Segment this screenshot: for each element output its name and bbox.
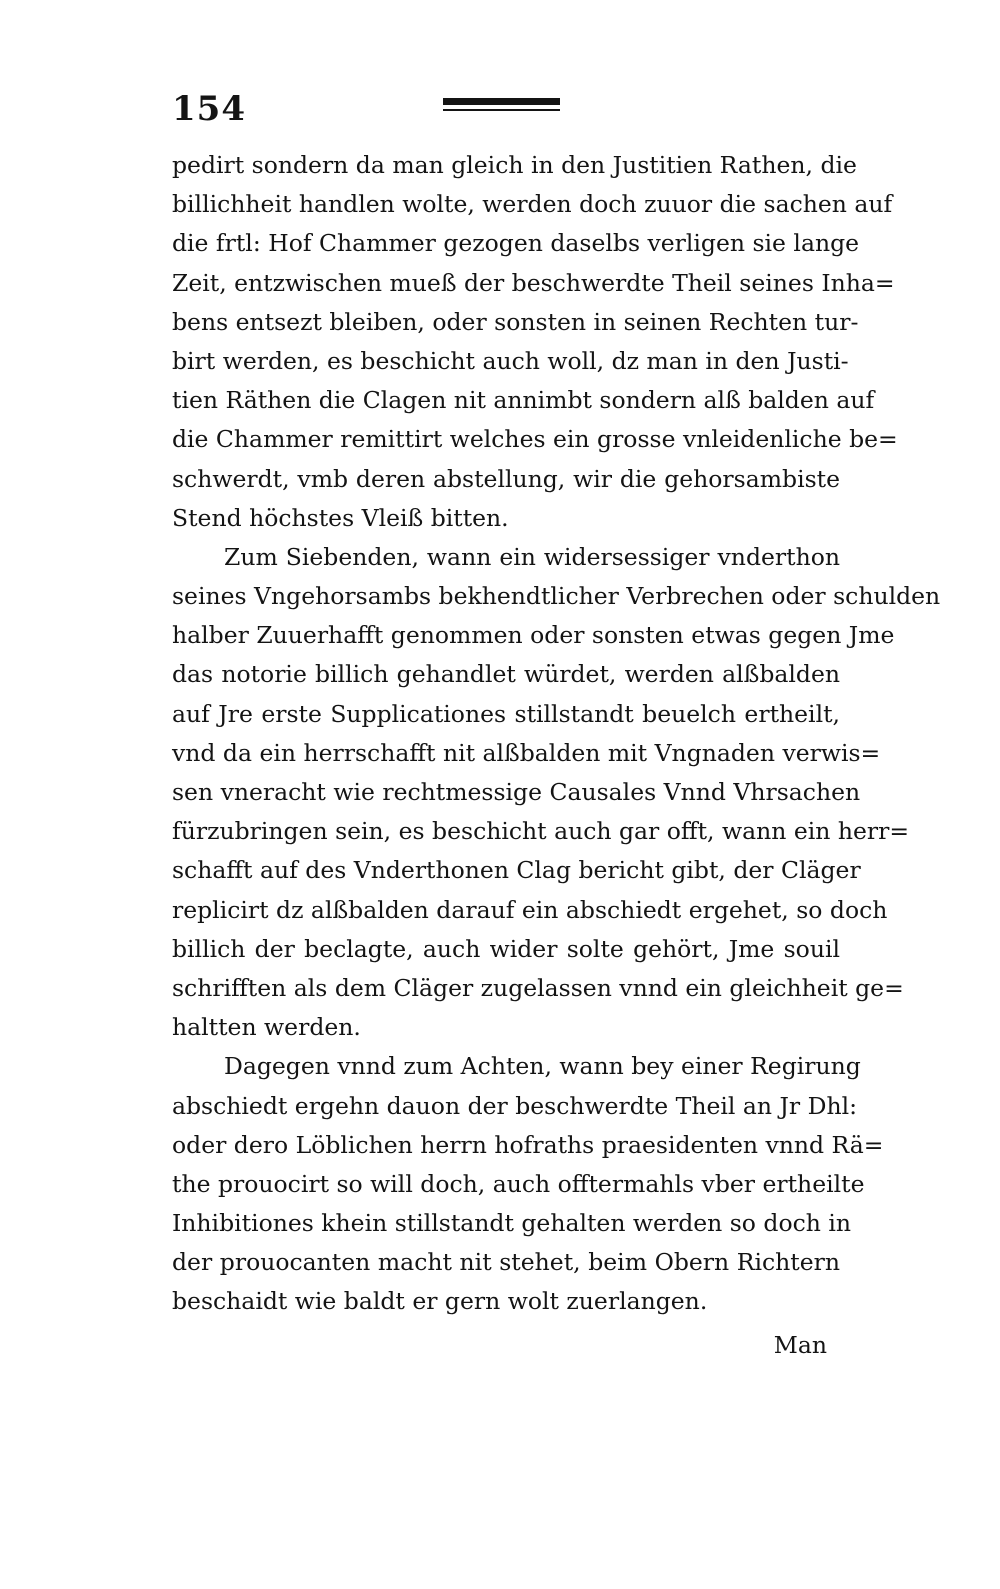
text-line: Dagegen vnnd zum Achten, wann bey einer Regirung bbox=[224, 1052, 861, 1081]
paragraph bbox=[172, 146, 898, 538]
text-line: Zeit, entzwischen mueß der beschwerdte Theil seines Inha= bbox=[172, 268, 895, 297]
text-line: das notorie billich gehandlet würdet, werden alßbalden bbox=[172, 660, 840, 689]
text-line: der prouocanten macht nit stehet, beim Obern Richtern bbox=[172, 1248, 840, 1277]
text-line: vnd da ein herrschafft nit alßbalden mit Vngnaden verwis= bbox=[172, 738, 881, 767]
text-line: billich der beclagte, auch wider solte gehört, Jme souil bbox=[172, 934, 840, 963]
text-line: Zum Siebenden, wann ein widersessiger vnderthon bbox=[224, 542, 840, 571]
text-line: abschiedt ergehn dauon der beschwerdte Theil an Jr Dhl: bbox=[172, 1091, 858, 1120]
text-line: die frtl: Hof Chammer gezogen daselbs verligen sie lange bbox=[172, 229, 860, 258]
text-line: beschaidt wie baldt er gern wolt zuerlangen. bbox=[172, 1287, 708, 1316]
text-line: bens entsezt bleiben, oder sonsten in seinen Rechten tur- bbox=[172, 307, 859, 336]
text-line: tien Räthen die Clagen nit annimbt sondern alß balden auf bbox=[172, 386, 875, 415]
text-line: seines Vngehorsambs bekhendtlicher Verbrechen oder schulden bbox=[172, 582, 941, 611]
text-line: schafft auf des Vnderthonen Clag bericht gibt, der Cläger bbox=[172, 856, 861, 885]
page-number: 154 bbox=[172, 89, 246, 129]
text-line: haltten werden. bbox=[172, 1013, 361, 1042]
text-line: die Chammer remittirt welches ein grosse vnleidenliche be= bbox=[172, 425, 898, 454]
catchword: Man bbox=[773, 1331, 827, 1359]
text-line: schwerdt, vmb deren abstellung, wir die gehorsambiste bbox=[172, 464, 840, 493]
text-line: oder dero Löblichen herrn hofraths praesidenten vnnd Rä= bbox=[172, 1130, 884, 1159]
text-line: schrifften als dem Cläger zugelassen vnnd ein gleichheit ge= bbox=[172, 973, 904, 1002]
header-rule-thick bbox=[443, 98, 560, 105]
text-line: Stend höchstes Vleiß bitten. bbox=[172, 503, 509, 532]
paragraph bbox=[172, 538, 941, 1047]
text-line: halber Zuuerhafft genommen oder sonsten etwas gegen Jme bbox=[172, 621, 895, 650]
text-line: auf Jre erste Supplicationes stillstandt beuelch ertheilt, bbox=[172, 699, 840, 728]
header-rule bbox=[443, 98, 560, 111]
text-line: billichheit handlen wolte, werden doch zuuor die sachen auf bbox=[172, 190, 893, 219]
text-line: Inhibitiones khein stillstandt gehalten werden so doch in bbox=[172, 1209, 852, 1238]
text-line: replicirt dz alßbalden darauf ein abschiedt ergehet, so doch bbox=[172, 895, 888, 924]
body-text bbox=[172, 146, 941, 1322]
text-line: pedirt sondern da man gleich in den Justitien Rathen, die bbox=[172, 151, 857, 179]
header-rule-thin bbox=[443, 109, 560, 111]
text-line: fürzubringen sein, es beschicht auch gar offt, wann ein herr= bbox=[172, 817, 910, 846]
text-line: sen vneracht wie rechtmessige Causales Vnnd Vhrsachen bbox=[172, 778, 861, 806]
paragraph bbox=[172, 1047, 884, 1321]
text-line: birt werden, es beschicht auch woll, dz man in den Justi- bbox=[172, 346, 849, 375]
text-line: the prouocirt so will doch, auch offtermahls vber ertheilte bbox=[172, 1169, 865, 1198]
